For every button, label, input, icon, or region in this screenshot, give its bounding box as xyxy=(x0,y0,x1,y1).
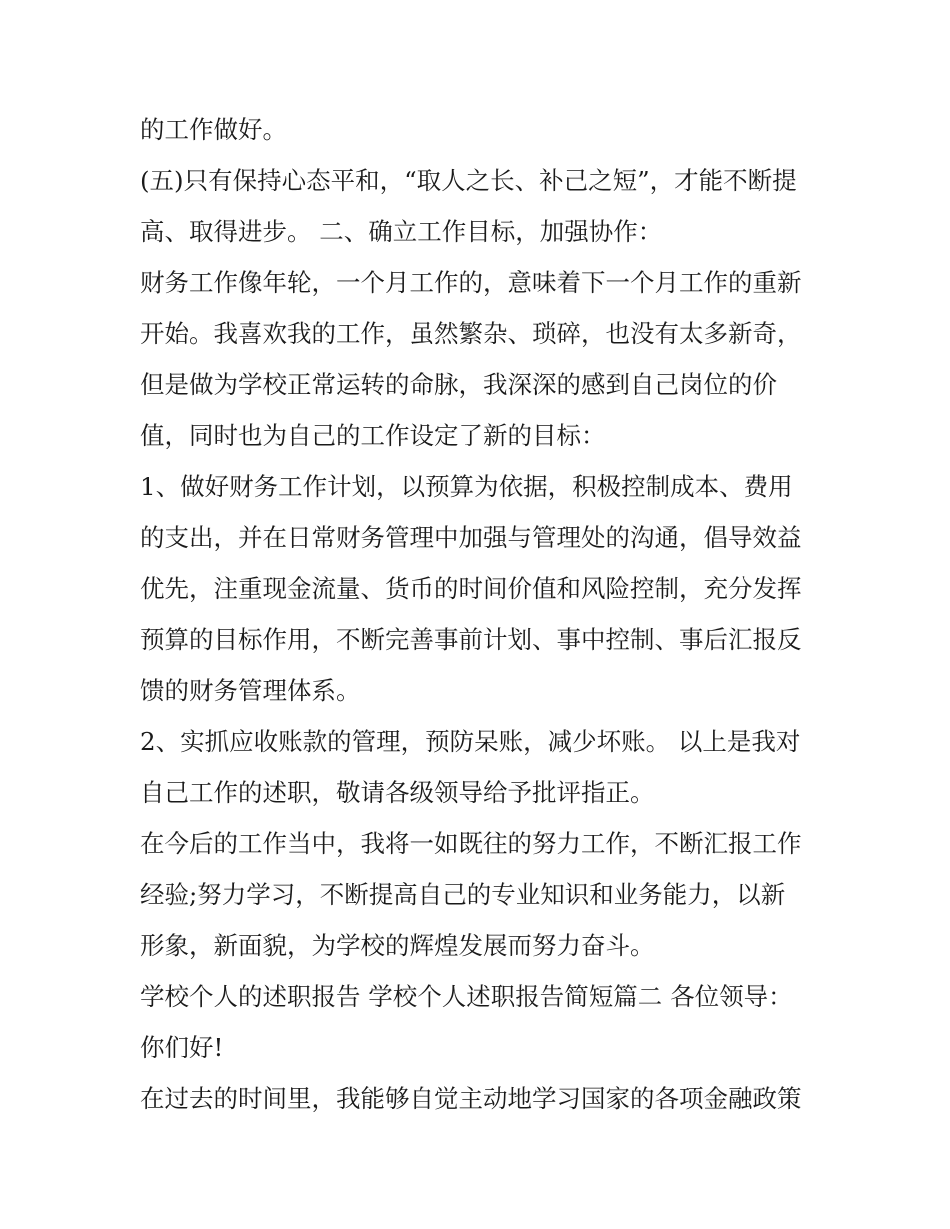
text-line: 经验;努力学习，不断提高自己的专业知识和业务能力，以新 xyxy=(140,880,786,909)
text-line: 自己工作的述职，敬请各级领导给予批评指正。 xyxy=(140,778,655,807)
text-line: 在过去的时间里，我能够自觉主动地学习国家的各项金融政策 xyxy=(140,1084,802,1113)
document-body xyxy=(140,104,820,1124)
text-line: 在今后的工作当中，我将一如既往的努力工作，不断汇报工作 xyxy=(140,829,802,858)
text-line: 形象，新面貌，为学校的辉煌发展而努力奋斗。 xyxy=(140,931,655,960)
text-line: 学校个人的述职报告 学校个人述职报告简短篇二 各位领导： xyxy=(140,982,793,1011)
text-line: 馈的财务管理体系。 xyxy=(140,676,361,705)
text-line: 高、取得进步。 二、确立工作目标，加强协作： xyxy=(140,217,663,246)
text-line: 值，同时也为自己的工作设定了新的目标： xyxy=(140,421,606,450)
text-line: 但是做为学校正常运转的命脉，我深深的感到自己岗位的价 xyxy=(140,370,777,399)
text-line: 你们好! xyxy=(140,1033,224,1062)
text-line: 的支出，并在日常财务管理中加强与管理处的沟通，倡导效益 xyxy=(140,523,802,552)
text-line: 1、做好财务工作计划，以预算为依据，积极控制成本、费用 xyxy=(140,472,793,501)
text-line: 优先，注重现金流量、货币的时间价值和风险控制，充分发挥 xyxy=(140,574,802,603)
text-line: (五)只有保持心态平和，“取人之长、补己之短”，才能不断提 xyxy=(140,166,797,195)
text-line: 的工作做好。 xyxy=(140,115,287,144)
text-line: 2、实抓应收账款的管理，预防呆账，减少坏账。 以上是我对 xyxy=(140,727,801,756)
text-line: 财务工作像年轮，一个月工作的，意味着下一个月工作的重新 xyxy=(140,268,802,297)
text-line: 预算的目标作用，不断完善事前计划、事中控制、事后汇报反 xyxy=(140,625,802,654)
text-line: 开始。我喜欢我的工作，虽然繁杂、琐碎，也没有太多新奇， xyxy=(140,319,802,348)
